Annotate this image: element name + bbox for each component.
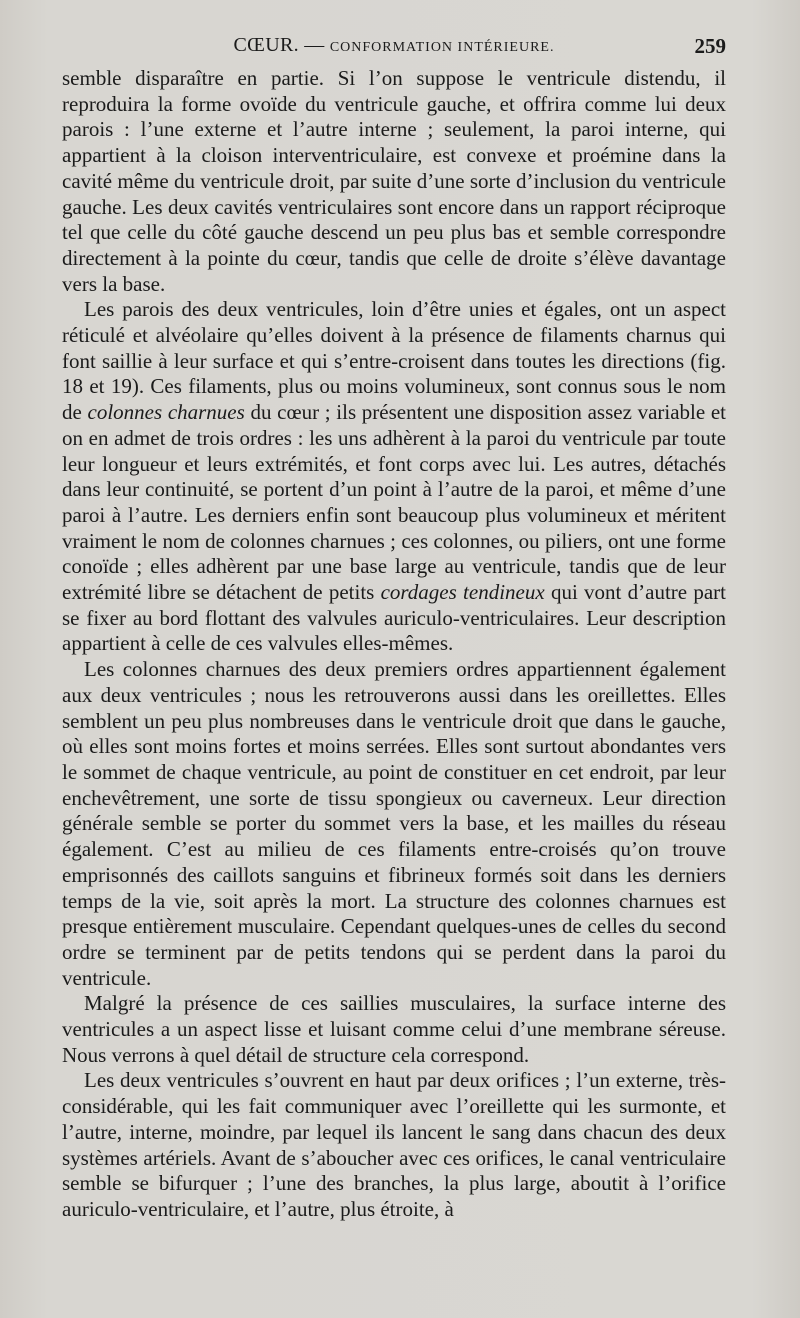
term-colonnes-charnues: colonnes charnues: [87, 400, 245, 425]
paragraph-4: [62, 991, 726, 1068]
header-title-main: CŒUR.: [233, 34, 299, 56]
paragraph-2-text-c: qui vont d’autre part se fixer au bord flottant des valvules auriculo-ventriculaires. Leur description appartient à celle de ces valvules elles-mêmes.: [62, 580, 727, 656]
paragraph-5-text: Les deux ventricules s’ouvrent en haut par deux orifices ; l’un externe, très-considérable, qui les fait communiquer avec l’oreillette qui les surmonte, et l’autre, interne, moindre, par lequel ils lancent le sang dans chacun des deux systèmes artériels. Avant de s’aboucher avec ces orifices, le canal ventriculaire semble se bifurquer ; l’une des branches, la plus large, aboutit à l’orifice auriculo-ventriculaire, et l’autre, plus étroite, à: [62, 1068, 726, 1221]
paragraph-2: [62, 297, 726, 657]
paragraph-3: [62, 657, 726, 991]
paragraph-2-text-a: Les parois des deux ventricules, loin d’être unies et égales, ont un aspect réticulé et alvéolaire qu’elles doivent à la présence de filaments charnus qui font saillie à leur surface et qui s’entre-croisent dans toutes les directions (fig. 18 et 19). Ces filaments, plus ou moins volumineux, sont connus sous le nom de: [62, 297, 726, 425]
body-text: [62, 66, 726, 1223]
page-number: 259: [694, 34, 726, 58]
header-title-separator: —: [298, 34, 330, 56]
paragraph-4-text: Malgré la présence de ces saillies musculaires, la surface interne des ventricules a un aspect lisse et luisant comme celui d’une membrane séreuse. Nous verrons à quel détail de structure cela correspond.: [62, 991, 726, 1067]
paragraph-1: [62, 66, 726, 297]
paragraph-5: [62, 1068, 726, 1222]
paragraph-2-text-b: du cœur ; ils présentent une disposition assez variable et on en admet de trois ordres : les uns adhèrent à la paroi du ventricule par toute leur longueur et leurs extrémités, et font corps avec lui. Les autres, détachés dans leur continuité, se portent d’un point à l’autre de la paroi, et même d’une paroi à l’autre. Les derniers enfin sont beaucoup plus volumineux et méritent vraiment le nom de colonnes charnues ; ces colonnes, ou piliers, ont une forme conoïde ; elles adhèrent par une base large au ventricule, tandis que de leur extrémité libre se détachent de petits: [62, 400, 727, 605]
paragraph-1-text: semble disparaître en partie. Si l’on suppose le ventricule distendu, il reproduira la forme ovoïde du ventricule gauche, et offrira comme lui deux parois : l’une externe et l’autre interne ; seulement, la paroi interne, qui appartient à la cloison interventriculaire, est convexe et proémine dans la cavité même du ventricule droit, par suite d’une sorte d’inclusion du ventricule gauche. Les deux cavités ventriculaires sont encore dans un rapport réciproque tel que celle du côté gauche descend un peu plus bas et semble correspondre directement à la pointe du cœur, tandis que celle de droite s’élève davantage vers la base.: [62, 66, 726, 296]
running-head-title: [62, 34, 726, 57]
running-header: [62, 34, 726, 60]
term-cordages-tendineux: cordages tendineux: [380, 580, 545, 605]
header-title-sub: CONFORMATION INTÉRIEURE.: [329, 40, 555, 55]
paragraph-3-text: Les colonnes charnues des deux premiers ordres appartiennent également aux deux ventricules ; nous les retrouverons aussi dans les oreillettes. Elles semblent un peu plus nombreuses dans le ventricule droit que dans le gauche, où elles sont moins fortes et moins serrées. Elles sont surtout abondantes vers le sommet de chaque ventricule, au point de constituer en cet endroit, par leur enchevêtrement, une sorte de tissu spongieux ou caverneux. Leur direction générale semble se porter du sommet vers la base, et les mailles du réseau également. C’est au milieu de ces filaments entre-croisés qu’on trouve emprisonnés des caillots sanguins et fibrineux formés soit dans les derniers temps de la vie, soit après la mort. La structure des colonnes charnues est presque entièrement musculaire. Cependant quelques-unes de celles du second ordre se terminent par de petits tendons qui se perdent dans la paroi du ventricule.: [62, 657, 726, 990]
